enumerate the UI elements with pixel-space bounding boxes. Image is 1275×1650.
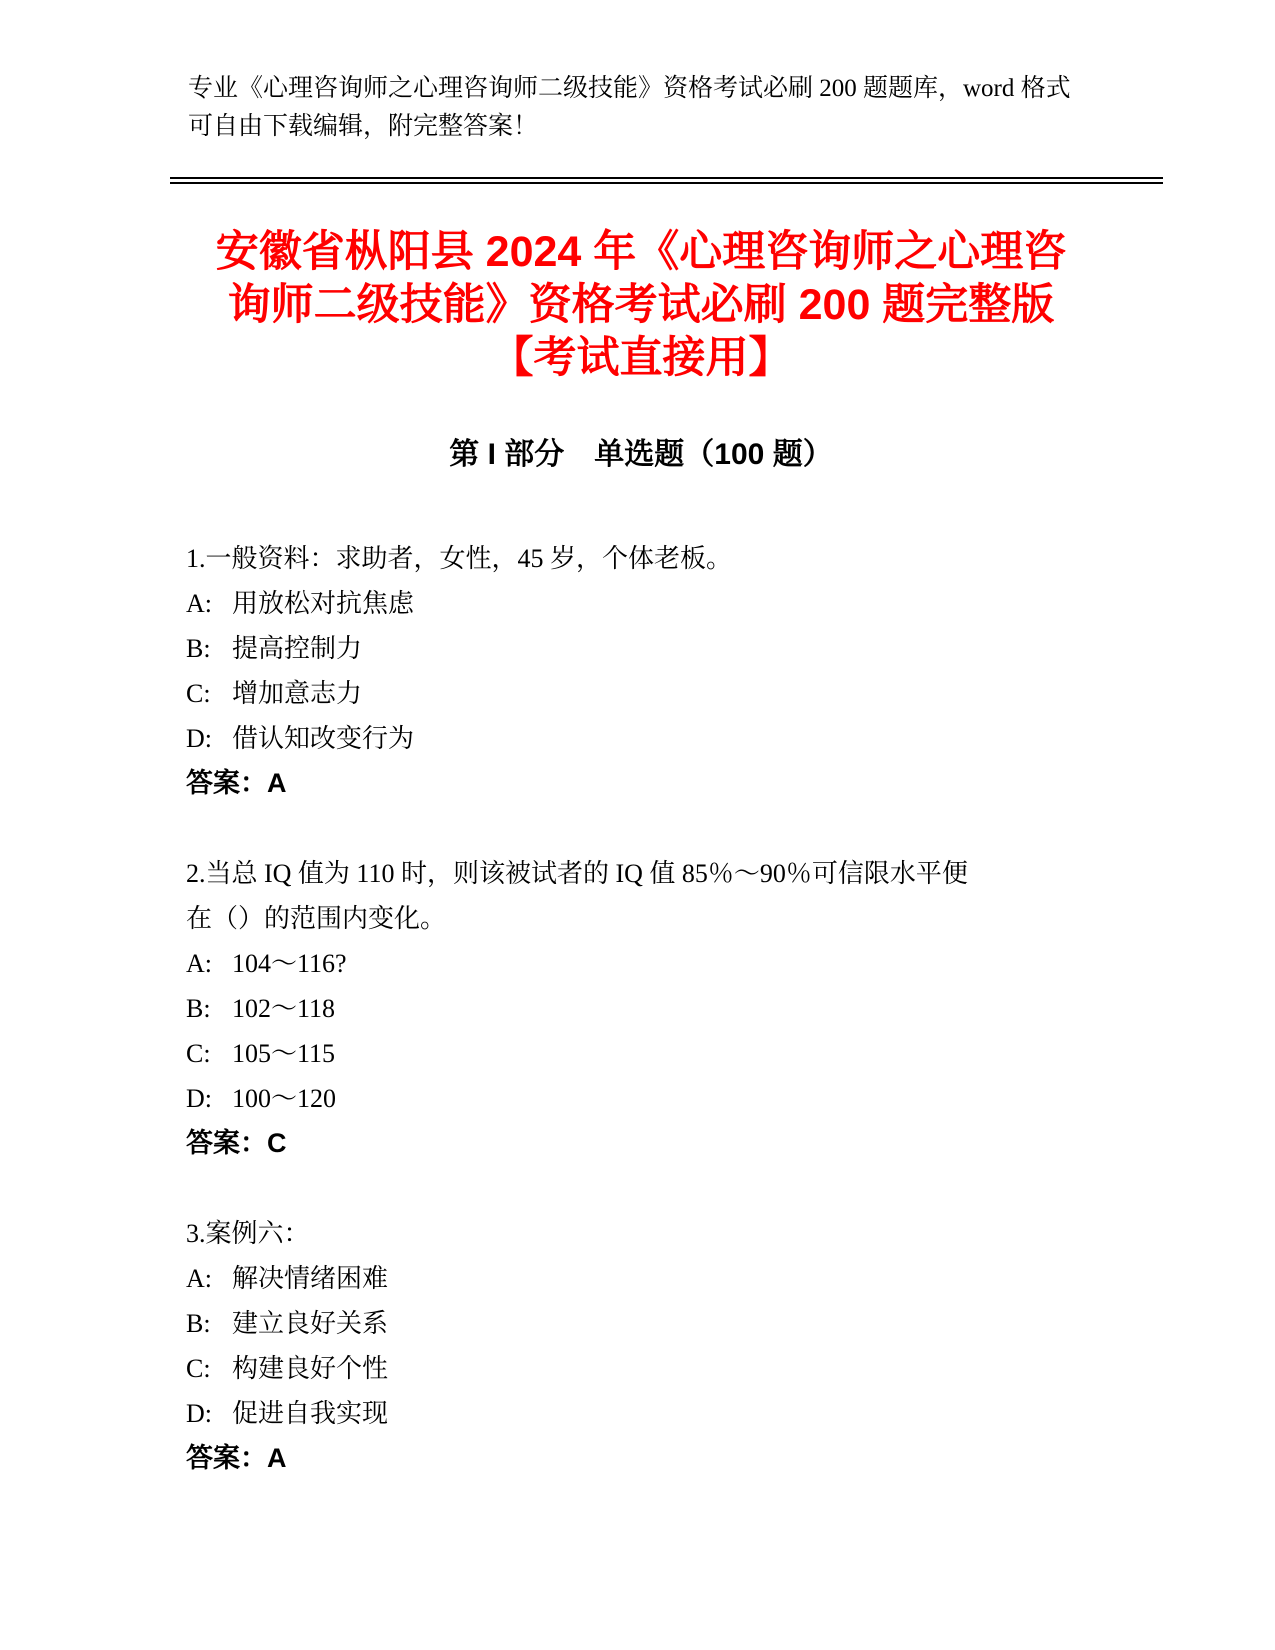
header-note-line-1: 专业《心理咨询师之心理咨询师二级技能》资格考试必刷 200 题题库，word 格式 bbox=[188, 75, 1071, 102]
document-title bbox=[178, 226, 1104, 385]
option-label: C: bbox=[186, 1354, 211, 1383]
option-text: 105～115 bbox=[232, 1039, 336, 1068]
question-1-text: 1.一般资料：求助者，女性，45 岁，个体老板。 bbox=[186, 544, 733, 573]
option-label: C: bbox=[186, 679, 211, 708]
question-3-option-a bbox=[186, 1256, 1116, 1301]
question-3-answer: 答案：A bbox=[186, 1443, 287, 1473]
question-1-option-b bbox=[186, 626, 1116, 671]
question-2-option-c bbox=[186, 1031, 1116, 1076]
option-text: 用放松对抗焦虑 bbox=[232, 589, 415, 618]
option-text: 解决情绪困难 bbox=[232, 1264, 389, 1293]
question-2-option-b bbox=[186, 986, 1116, 1031]
header-note bbox=[188, 70, 1088, 146]
option-label: B: bbox=[186, 634, 211, 663]
question-list bbox=[186, 536, 1116, 1481]
document-title-line-3: 【考试直接用】 bbox=[490, 334, 792, 382]
question-2 bbox=[186, 851, 1116, 1166]
question-2-text-line-2: 在（）的范围内变化。 bbox=[186, 904, 447, 933]
question-3 bbox=[186, 1211, 1116, 1481]
question-1 bbox=[186, 536, 1116, 806]
option-text: 建立良好关系 bbox=[232, 1309, 389, 1338]
option-label: C: bbox=[186, 1039, 211, 1068]
option-label: B: bbox=[186, 1309, 211, 1338]
option-text: 增加意志力 bbox=[232, 679, 363, 708]
question-2-option-d bbox=[186, 1076, 1116, 1121]
option-text: 102～118 bbox=[232, 994, 336, 1023]
header-divider-double-rule bbox=[170, 177, 1163, 184]
question-1-option-a bbox=[186, 581, 1116, 626]
option-label: D: bbox=[186, 1084, 212, 1113]
header-note-line-2: 可自由下载编辑，附完整答案！ bbox=[188, 113, 539, 140]
option-label: A: bbox=[186, 949, 212, 978]
option-label: A: bbox=[186, 1264, 212, 1293]
question-1-answer: 答案：A bbox=[186, 768, 287, 798]
question-3-text: 3.案例六： bbox=[186, 1219, 310, 1248]
option-label: B: bbox=[186, 994, 211, 1023]
question-2-option-a bbox=[186, 941, 1116, 986]
question-1-option-c bbox=[186, 671, 1116, 716]
document-title-line-1: 安徽省枞阳县 2024 年《心理咨询师之心理咨 bbox=[215, 228, 1067, 276]
document-title-line-2: 询师二级技能》资格考试必刷 200 题完整版 bbox=[227, 281, 1055, 329]
option-label: D: bbox=[186, 1399, 212, 1428]
option-text: 构建良好个性 bbox=[232, 1354, 389, 1383]
option-text: 提高控制力 bbox=[232, 634, 363, 663]
option-text: 借认知改变行为 bbox=[232, 724, 415, 753]
question-1-option-d bbox=[186, 716, 1116, 761]
option-label: D: bbox=[186, 724, 212, 753]
option-text: 促进自我实现 bbox=[232, 1399, 389, 1428]
question-3-option-b bbox=[186, 1301, 1116, 1346]
question-2-answer: 答案：C bbox=[186, 1128, 287, 1158]
option-text: 104～116? bbox=[232, 949, 347, 978]
option-label: A: bbox=[186, 589, 212, 618]
question-2-text-line-1: 2.当总 IQ 值为 110 时，则该被试者的 IQ 值 85％～90％可信限水平便 bbox=[186, 859, 968, 888]
option-text: 100～120 bbox=[232, 1084, 337, 1113]
question-3-option-d bbox=[186, 1391, 1116, 1436]
question-3-option-c bbox=[186, 1346, 1116, 1391]
section-heading: 第 I 部分 单选题（100 题） bbox=[449, 438, 833, 471]
